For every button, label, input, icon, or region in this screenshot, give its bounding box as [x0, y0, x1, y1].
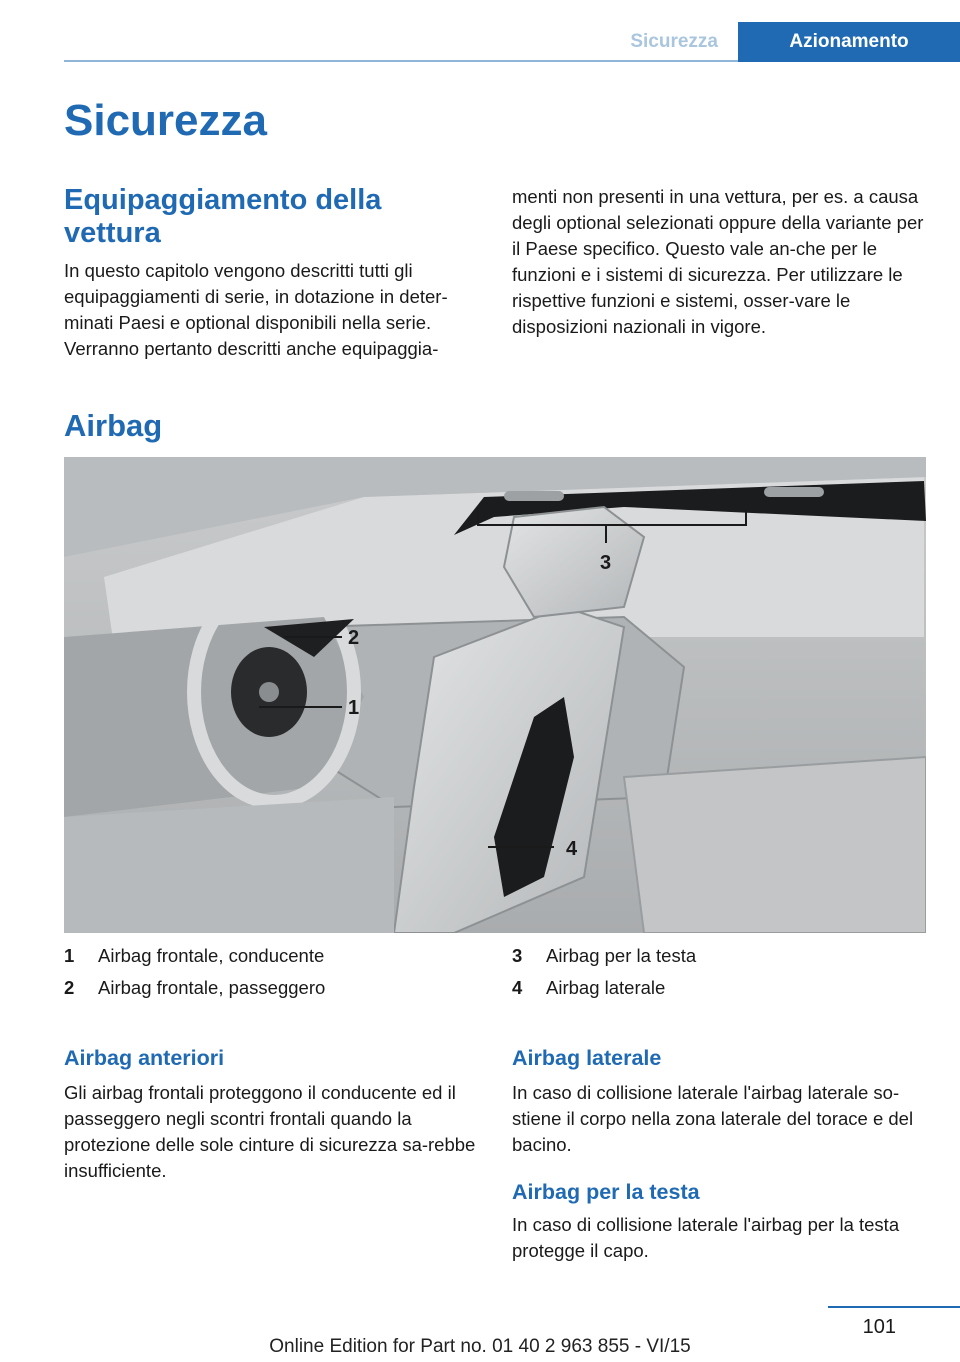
- page-number: 101: [862, 1316, 896, 1338]
- legend-number: 3: [512, 945, 523, 966]
- section-heading-airbag: Airbag: [64, 408, 163, 443]
- section-heading-equipaggiamento: Equipaggiamento della vettura: [64, 184, 382, 249]
- edition-footer: Online Edition for Part no. 01 40 2 963 855 - VI/15: [269, 1336, 691, 1357]
- legend-left: [64, 940, 484, 1004]
- paragraph-airbag-testa: In caso di collisione laterale l'airbag per la testa protegge il capo.: [512, 1214, 900, 1261]
- footer-rule: [828, 1306, 960, 1308]
- paragraph-airbag-laterale: In caso di collisione laterale l'airbag laterale so-stiene il corpo nella zona laterale del torace e del bacino.: [512, 1082, 914, 1155]
- header-bar: [64, 22, 960, 62]
- callout-4: 4: [566, 838, 578, 860]
- car-interior-airbag-illustration: [64, 457, 926, 933]
- legend-number: 1: [64, 945, 75, 966]
- legend-item: [512, 940, 932, 972]
- callout-1: 1: [348, 697, 360, 719]
- heading-airbag-testa: Airbag per la testa: [512, 1180, 700, 1204]
- paragraph-airbag-anteriori: Gli airbag frontali proteggono il conducente ed il passeggero negli scontri frontali quando la protezione delle sole cinture di sicurezza sa-rebbe insufficiente.: [64, 1082, 476, 1181]
- intro-paragraph-right: menti non presenti in una vettura, per es. a causa degli optional selezionati oppure della variante per il Paese specifico. Questo vale an-che per le funzioni e i sistemi di sicurezza. Per utilizzare le rispettive funzioni e sistemi, osser-vare le disposizioni nazionali in vigore.: [512, 186, 924, 337]
- callout-2: 2: [348, 627, 360, 649]
- legend-number: 2: [64, 977, 75, 998]
- legend-right: [512, 940, 932, 1004]
- legend-label: Airbag per la testa: [546, 945, 697, 966]
- tab-sicurezza[interactable]: Sicurezza: [630, 31, 718, 52]
- headrest: [504, 507, 644, 617]
- legend-item: [64, 972, 484, 1004]
- rear-seat: [624, 757, 926, 933]
- legend-item: [512, 972, 932, 1004]
- legend-label: Airbag laterale: [546, 977, 666, 998]
- legend-item: [64, 940, 484, 972]
- legend-number: 4: [512, 977, 523, 998]
- page-title: Sicurezza: [64, 96, 267, 145]
- legend-label: Airbag frontale, passeggero: [98, 977, 326, 998]
- heading-airbag-laterale: Airbag laterale: [512, 1046, 662, 1070]
- grab-handle: [764, 487, 824, 497]
- legend-label: Airbag frontale, conducente: [98, 945, 325, 966]
- grab-handle: [504, 491, 564, 501]
- intro-paragraph-left: In questo capitolo vengono descritti tutti gli equipaggiamenti di serie, in dotazione in deter-minati Paesi e optional disponibili nella serie. Verranno pertanto descritti anche equipaggia-: [64, 260, 448, 359]
- heading-airbag-anteriori: Airbag anteriori: [64, 1046, 225, 1070]
- callout-3: 3: [600, 552, 612, 574]
- tab-azionamento[interactable]: Azionamento: [738, 22, 960, 62]
